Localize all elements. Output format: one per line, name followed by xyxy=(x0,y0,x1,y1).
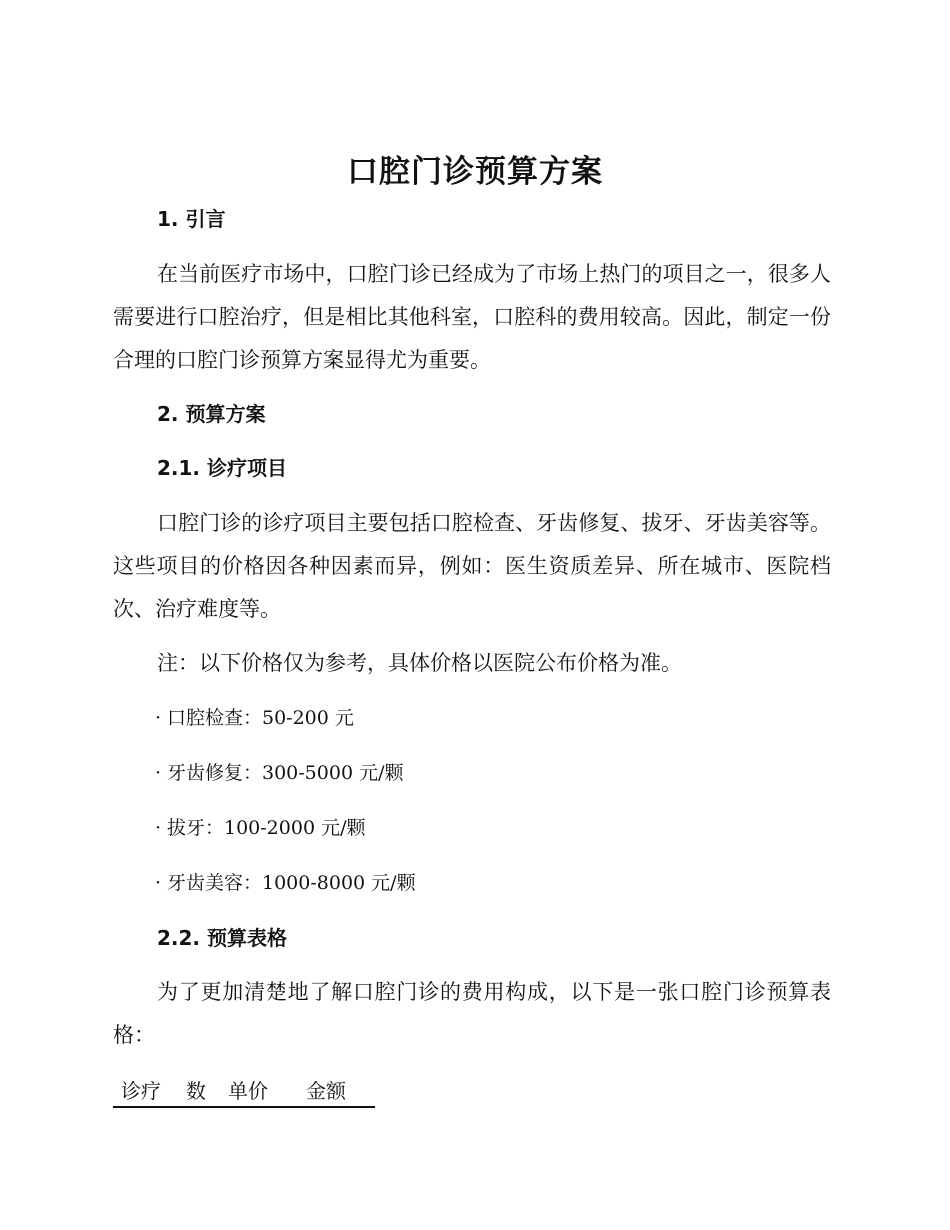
bullet-text: 牙齿美容：1000-8000 元/颗 xyxy=(167,872,416,894)
section-heading-items: 2.1. 诊疗项目 xyxy=(157,456,287,480)
document-title: 口腔门诊预算方案 xyxy=(347,154,603,190)
budget-table-header xyxy=(113,1076,375,1108)
bullet-item xyxy=(155,703,354,733)
bullet-text: 口腔检查：50-200 元 xyxy=(167,707,354,729)
bullet-text: 拔牙：100-2000 元/颗 xyxy=(167,817,366,839)
bullet-dot-icon: · xyxy=(155,817,162,839)
bullet-dot-icon: · xyxy=(155,762,162,784)
bullet-text: 牙齿修复：300-5000 元/颗 xyxy=(167,762,404,784)
table-intro-paragraph: 为了更加清楚地了解口腔门诊的费用构成，以下是一张口腔门诊预算表格： xyxy=(113,980,831,1047)
table-column-header: 单价 xyxy=(228,1079,268,1103)
price-note: 注：以下价格仅为参考，具体价格以医院公布价格为准。 xyxy=(157,651,682,675)
table-column-header: 诊疗 xyxy=(121,1079,161,1103)
items-paragraph: 口腔门诊的诊疗项目主要包括口腔检查、牙齿修复、拔牙、牙齿美容等。这些项目的价格因各种因素而异，例如：医生资质差异、所在城市、医院档次、治疗难度等。 xyxy=(113,511,831,621)
section-heading-intro: 1. 引言 xyxy=(157,207,226,231)
bullet-dot-icon: · xyxy=(155,872,162,894)
bullet-item xyxy=(155,813,365,843)
bullet-item xyxy=(155,758,403,788)
section-heading-table: 2.2. 预算表格 xyxy=(157,926,287,950)
table-column-header: 金额 xyxy=(306,1079,346,1103)
table-column-header: 数 xyxy=(186,1079,206,1103)
bullet-item xyxy=(155,868,416,898)
bullet-dot-icon: · xyxy=(155,707,162,729)
intro-paragraph: 在当前医疗市场中，口腔门诊已经成为了市场上热门的项目之一，很多人需要进行口腔治疗，但是相比其他科室，口腔科的费用较高。因此，制定一份合理的口腔门诊预算方案显得尤为重要。 xyxy=(113,262,831,372)
section-heading-budget: 2. 预算方案 xyxy=(157,402,266,426)
